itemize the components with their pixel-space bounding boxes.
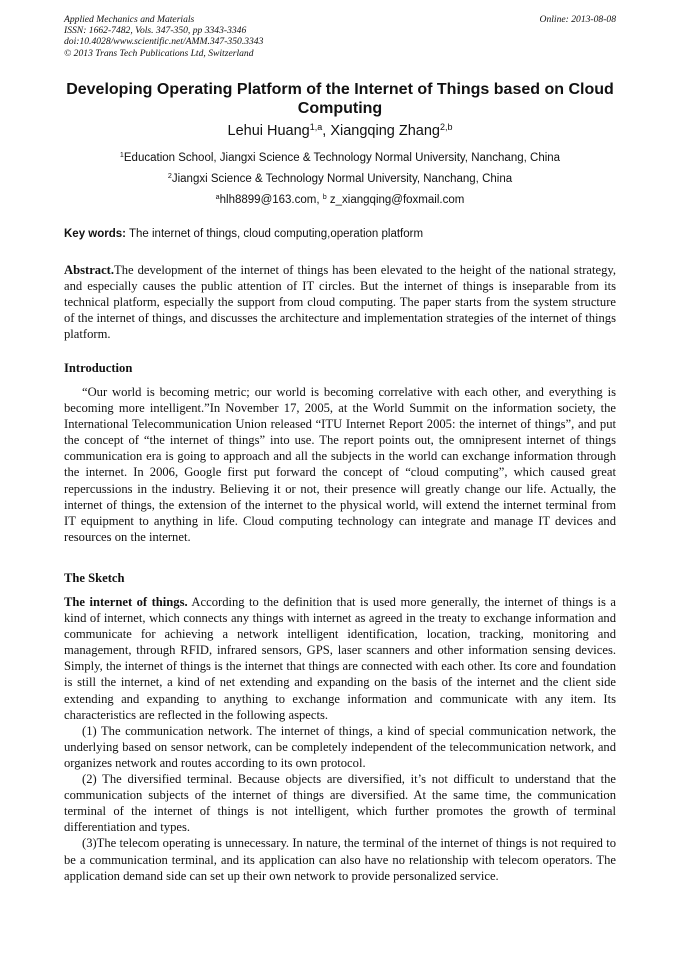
email-b-superscript: b (322, 193, 327, 202)
paper-title: Developing Operating Platform of the Internet of Things based on Cloud Computing (66, 81, 614, 117)
author-1-name: Lehui Huang (227, 123, 310, 139)
iot-definition-text: According to the definition that is used more generally, the internet of things is a kind of internet, which connects any things with internet as agreed in the treaty to exchange information and communicate for achieving a network intelligent identification, location, tracking, monitoring and management, through RFID, infrared sensors, GPS, laser scanners and other information sensing devices. Simply, the internet of things is the internet that things are connected with each other. Its core and foundation is still the internet, a kind of net extending and expanding on the basis of the internet and the client side extending and expanding to anything to exchange information and communicate with any item. Its characteristics are reflected in the following aspects. (64, 595, 616, 722)
affiliation-2-text: Jiangxi Science & Technology Normal University, Nanchang, China (171, 173, 513, 185)
characteristic-item-1: (1) The communication network. The internet of things, a kind of special communication network, the underlying based on sensor network, can be completely independent of the telecommunication network, and organizes network and routes according to its own protocol. (64, 723, 616, 770)
characteristic-item-3: (3)The telecom operating is unnecessary. In nature, the terminal of the internet of things is not required to be a communication terminal, and its application can also have no relationship with telecom operators. The application demand side can set up their own network to provide personalized service. (64, 836, 616, 883)
copyright-line: © 2013 Trans Tech Publications Ltd, Switzerland (64, 47, 254, 59)
keywords-text: The internet of things, cloud computing,operation platform (126, 228, 424, 240)
author-line (40, 122, 640, 141)
keywords-label: Key words: (64, 228, 126, 240)
affiliation-2-superscript: 2 (167, 172, 172, 181)
sketch-heading: The Sketch (64, 571, 125, 585)
author-2-superscript: 2,b (439, 122, 453, 133)
affiliation-2 (40, 172, 640, 187)
doi-line: doi:10.4028/www.scientific.net/AMM.347-350.3343 (64, 36, 264, 48)
email-a: hlh8899@163.com, (219, 194, 323, 206)
abstract-label: Abstract. (64, 263, 115, 277)
journal-name: Applied Mechanics and Materials (64, 14, 195, 25)
email-b: z_xiangqing@foxmail.com (326, 194, 465, 206)
author-1-superscript: 1,a (309, 122, 323, 133)
introduction-paragraph: “Our world is becoming metric; our world is becoming correlative with each other, and everything is becoming more intelligent.”In November 17, 2005, at the World Summit on the information society, the International Telecommunication Union released “ITU Internet Report 2005: the internet of things”, and put the concept of “the internet of things” into use. The report points out, the omnipresent internet of things communication era is going to approach and all the subjects in the world can exchange information through the internet. In 2006, Google first put forward the concept of “cloud computing”, which caused great repercussions in the industry. Believing it or not, their presence will greatly change our life. Actually, the internet of things, the extension of the internet to the physical world, will extend the internet terminal from IT equipment to anything in life. Cloud computing technology can integrate and manage IT devices and resources on the internet. (64, 385, 616, 544)
affiliation-1-superscript: 1 (119, 151, 124, 160)
journal-header (64, 14, 616, 59)
sketch-block (64, 594, 616, 884)
characteristic-item-2: (2) The diversified terminal. Because objects are diversified, it’s not difficult to understand that the communication subjects of the internet of things are diversified. At the same time, the communication terminal of the internet of things is not intelligent, which further promotes the growth of terminal differentiation and types. (64, 772, 616, 835)
abstract-text: The development of the internet of things has been elevated to the height of the national strategy, and especially causes the public attention of IT circles. But the internet of things is inseparable from its technical platform, especially the support from cloud computing. The paper starts from the system structure of the internet of things, and discusses the architecture and implementation strategies of the internet of things platform. (64, 263, 616, 342)
introduction-heading: Introduction (64, 361, 133, 375)
author-2-name: Xiangqing Zhang (330, 123, 440, 139)
keywords-line (64, 227, 616, 241)
abstract-block (64, 262, 616, 342)
iot-runin-heading: The internet of things. (64, 595, 188, 609)
email-line (40, 193, 640, 208)
introduction-block (64, 384, 616, 545)
issn-line: ISSN: 1662-7482, Vols. 347-350, pp 3343-3346 (64, 25, 247, 37)
online-date: Online: 2013-08-08 (539, 14, 616, 25)
affiliation-1 (40, 151, 640, 166)
affiliation-1-text: Education School, Jiangxi Science & Technology Normal University, Nanchang, China (123, 152, 561, 164)
email-a-superscript: a (215, 193, 220, 202)
sketch-paragraph (64, 594, 616, 723)
author-separator: , (322, 123, 331, 139)
